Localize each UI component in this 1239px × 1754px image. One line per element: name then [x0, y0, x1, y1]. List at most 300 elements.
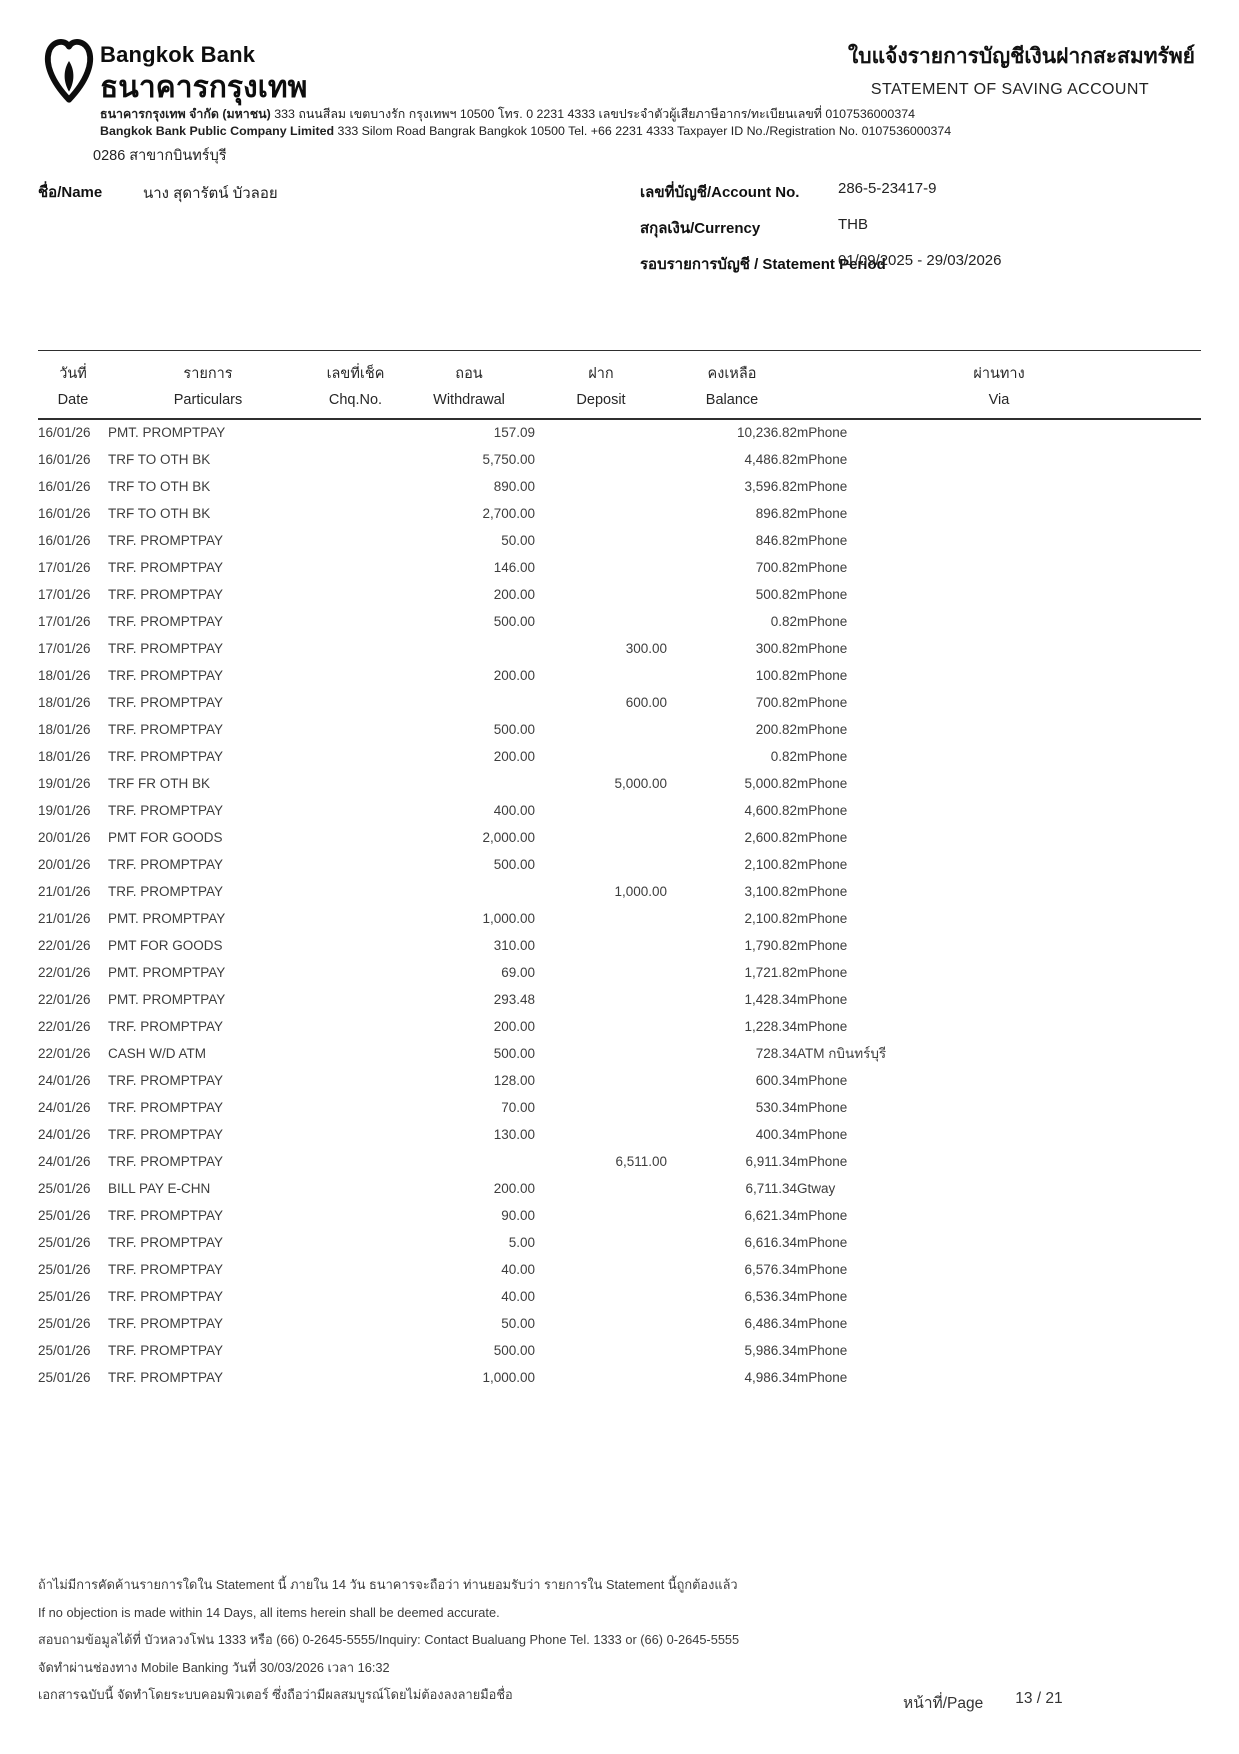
- cell-deposit: [535, 1230, 667, 1257]
- cell-withdrawal: 500.00: [493, 614, 535, 629]
- cell-withdrawal: 2,000.00: [482, 830, 535, 845]
- col-header-en-withdrawal: Withdrawal: [403, 387, 535, 419]
- cell-withdrawal: 130.00: [493, 1127, 535, 1142]
- cell-deposit: [535, 798, 667, 825]
- transaction-row: [38, 501, 1201, 528]
- transaction-row: [38, 663, 1201, 690]
- cell-particulars: TRF. PROMPTPAY: [108, 1316, 224, 1331]
- transaction-row: [38, 1149, 1201, 1176]
- cell-deposit: [535, 825, 667, 852]
- cell-deposit: [535, 1122, 667, 1149]
- cell-date: 18/01/26: [38, 668, 91, 683]
- cell-date: 24/01/26: [38, 1154, 91, 1169]
- cell-date: 16/01/26: [38, 479, 91, 494]
- cell-chq-no: [308, 582, 403, 609]
- cell-via: mPhone: [797, 641, 848, 656]
- bank-address-th-rest: 333 ถนนสีลม เขตบางรัก กรุงเทพฯ 10500 โทร. 0 2231 4333 เลขประจำตัวผู้เสียภาษีอากร/ทะเบียนเลขที่ 0107536000374: [274, 107, 915, 121]
- brand-name-th: ธนาคารกรุงเทพ: [100, 71, 308, 104]
- cell-date: 18/01/26: [38, 722, 91, 737]
- cell-particulars: PMT. PROMPTPAY: [108, 911, 226, 926]
- cell-chq-no: [308, 960, 403, 987]
- cell-particulars: TRF. PROMPTPAY: [108, 1127, 224, 1142]
- cell-deposit: [535, 582, 667, 609]
- cell-particulars: TRF. PROMPTPAY: [108, 1208, 224, 1223]
- cell-withdrawal: 293.48: [493, 992, 535, 1007]
- cell-balance: 6,621.34: [744, 1208, 797, 1223]
- cell-withdrawal: [403, 690, 535, 717]
- cell-withdrawal: 890.00: [493, 479, 535, 494]
- cell-via: mPhone: [797, 1370, 848, 1385]
- cell-chq-no: [308, 798, 403, 825]
- cell-balance: 530.34: [755, 1100, 797, 1115]
- cell-chq-no: [308, 1041, 403, 1068]
- cell-balance: 2,600.82: [744, 830, 797, 845]
- transaction-row: [38, 933, 1201, 960]
- cell-date: 21/01/26: [38, 884, 91, 899]
- cell-chq-no: [308, 717, 403, 744]
- cell-balance: 0.82: [770, 749, 797, 764]
- cell-date: 16/01/26: [38, 533, 91, 548]
- cell-deposit: [535, 501, 667, 528]
- cell-chq-no: [308, 690, 403, 717]
- cell-deposit: [535, 474, 667, 501]
- cell-date: 17/01/26: [38, 614, 91, 629]
- cell-particulars: TRF. PROMPTPAY: [108, 1343, 224, 1358]
- cell-particulars: TRF FR OTH BK: [108, 776, 210, 791]
- cell-via: mPhone: [797, 857, 848, 872]
- transaction-row: [38, 1176, 1201, 1203]
- cell-deposit: [535, 1365, 667, 1392]
- col-header-th-via: ผ่านทาง: [973, 366, 1025, 382]
- cell-via: mPhone: [797, 722, 848, 737]
- bank-legal-name-th: ธนาคารกรุงเทพ จำกัด (มหาชน): [100, 107, 271, 121]
- cell-balance: 700.82: [755, 560, 797, 575]
- bank-address-en: [100, 123, 951, 140]
- cell-balance: 4,986.34: [744, 1370, 797, 1385]
- cell-withdrawal: 90.00: [501, 1208, 535, 1223]
- cell-chq-no: [308, 419, 403, 447]
- cell-chq-no: [308, 501, 403, 528]
- cell-chq-no: [308, 1311, 403, 1338]
- cell-balance: 6,911.34: [745, 1154, 797, 1169]
- cell-withdrawal: 1,000.00: [482, 911, 535, 926]
- cell-deposit: 1,000.00: [614, 884, 667, 899]
- brand-name-en: Bangkok Bank: [100, 42, 256, 67]
- cell-date: 17/01/26: [38, 641, 91, 656]
- cell-withdrawal: 40.00: [501, 1289, 535, 1304]
- cell-date: 22/01/26: [38, 992, 91, 1007]
- cell-balance: 2,100.82: [744, 857, 797, 872]
- cell-balance: 2,100.82: [744, 911, 797, 926]
- cell-chq-no: [308, 528, 403, 555]
- cell-balance: 1,721.82: [744, 965, 797, 980]
- footer-objection-th: ถ้าไม่มีการคัดค้านรายการใดใน Statement นี้ ภายใน 14 วัน ธนาคารจะถือว่า ท่านยอมรับว่า รายการใน Statement นี้ถูกต้องแล้ว: [38, 1577, 738, 1592]
- cell-chq-no: [308, 1257, 403, 1284]
- cell-date: 25/01/26: [38, 1289, 91, 1304]
- cell-date: 22/01/26: [38, 965, 91, 980]
- cell-via: mPhone: [797, 1262, 848, 1277]
- cell-via: mPhone: [797, 587, 848, 602]
- cell-date: 18/01/26: [38, 749, 91, 764]
- statement-period-label: รอบรายการบัญชี / Statement Period: [640, 256, 886, 273]
- cell-withdrawal: 500.00: [493, 1046, 535, 1061]
- cell-via: mPhone: [797, 533, 848, 548]
- cell-date: 21/01/26: [38, 911, 91, 926]
- cell-balance: 3,596.82: [744, 479, 797, 494]
- cell-deposit: 600.00: [625, 695, 667, 710]
- cell-via: mPhone: [797, 938, 848, 953]
- cell-via: mPhone: [797, 1073, 848, 1088]
- cell-date: 17/01/26: [38, 587, 91, 602]
- cell-balance: 1,790.82: [744, 938, 797, 953]
- cell-withdrawal: 310.00: [493, 938, 535, 953]
- cell-withdrawal: 200.00: [493, 668, 535, 683]
- cell-withdrawal: 50.00: [501, 1316, 535, 1331]
- transaction-row: [38, 1203, 1201, 1230]
- cell-withdrawal: 70.00: [501, 1100, 535, 1115]
- transaction-row: [38, 690, 1201, 717]
- cell-particulars: TRF. PROMPTPAY: [108, 1370, 224, 1385]
- cell-particulars: TRF. PROMPTPAY: [108, 560, 224, 575]
- cell-particulars: TRF. PROMPTPAY: [108, 1235, 224, 1250]
- cell-via: mPhone: [797, 668, 848, 683]
- cell-date: 22/01/26: [38, 1019, 91, 1034]
- cell-via: mPhone: [797, 1289, 848, 1304]
- cell-balance: 700.82: [755, 695, 797, 710]
- cell-particulars: TRF TO OTH BK: [108, 506, 211, 521]
- transaction-row: [38, 1338, 1201, 1365]
- cell-particulars: TRF. PROMPTPAY: [108, 614, 224, 629]
- cell-particulars: TRF. PROMPTPAY: [108, 533, 224, 548]
- cell-date: 25/01/26: [38, 1208, 91, 1223]
- cell-particulars: TRF. PROMPTPAY: [108, 1154, 224, 1169]
- cell-via: mPhone: [797, 1127, 848, 1142]
- transaction-row: [38, 474, 1201, 501]
- cell-balance: 3,100.82: [744, 884, 797, 899]
- cell-via: mPhone: [797, 614, 848, 629]
- cell-date: 18/01/26: [38, 695, 91, 710]
- cell-via: mPhone: [797, 695, 848, 710]
- cell-particulars: PMT. PROMPTPAY: [108, 992, 226, 1007]
- cell-chq-no: [308, 636, 403, 663]
- cell-withdrawal: 500.00: [493, 722, 535, 737]
- table-head-th: [38, 351, 1201, 388]
- cell-chq-no: [308, 879, 403, 906]
- cell-balance: 4,600.82: [744, 803, 797, 818]
- transaction-row: [38, 1014, 1201, 1041]
- col-header-en-deposit: Deposit: [535, 387, 667, 419]
- transaction-row: [38, 555, 1201, 582]
- cell-balance: 6,616.34: [744, 1235, 797, 1250]
- cell-deposit: [535, 1338, 667, 1365]
- bank-address: [100, 106, 951, 139]
- document-title-en: STATEMENT OF SAVING ACCOUNT: [870, 81, 1149, 98]
- cell-deposit: [535, 663, 667, 690]
- cell-withdrawal: 40.00: [501, 1262, 535, 1277]
- col-header-en-balance: Balance: [667, 387, 797, 419]
- cell-chq-no: [308, 852, 403, 879]
- col-header-th-chq-no: เลขที่เช็ค: [326, 366, 385, 382]
- cell-chq-no: [308, 1230, 403, 1257]
- cell-deposit: [535, 987, 667, 1014]
- cell-balance: 600.34: [755, 1073, 797, 1088]
- cell-balance: 6,711.34: [745, 1181, 797, 1196]
- cell-chq-no: [308, 987, 403, 1014]
- cell-withdrawal: 146.00: [493, 560, 535, 575]
- cell-via: mPhone: [797, 749, 848, 764]
- footer-inquiry: สอบถามข้อมูลได้ที่ บัวหลวงโฟน 1333 หรือ (66) 0-2645-5555/Inquiry: Contact Bualuang Phone Tel. 1333 or (66) 0-2645-5555: [38, 1632, 740, 1647]
- transaction-row: [38, 1122, 1201, 1149]
- cell-deposit: [535, 1041, 667, 1068]
- cell-chq-no: [308, 933, 403, 960]
- transaction-row: [38, 825, 1201, 852]
- cell-balance: 100.82: [755, 668, 797, 683]
- transaction-row: [38, 419, 1201, 447]
- cell-chq-no: [308, 1365, 403, 1392]
- cell-particulars: TRF. PROMPTPAY: [108, 749, 224, 764]
- cell-date: 19/01/26: [38, 776, 91, 791]
- cell-balance: 300.82: [755, 641, 797, 656]
- page-number-label: หน้าที่/Page: [903, 1695, 984, 1712]
- cell-balance: 1,428.34: [744, 992, 797, 1007]
- transaction-row: [38, 1230, 1201, 1257]
- bank-address-en-rest: 333 Silom Road Bangrak Bangkok 10500 Tel. +66 2231 4333 Taxpayer ID No./Registration No. 0107536000374: [337, 123, 952, 138]
- currency-label: สกุลเงิน/Currency: [640, 220, 761, 237]
- transaction-row: [38, 582, 1201, 609]
- bank-address-th: [100, 106, 951, 123]
- cell-withdrawal: [403, 879, 535, 906]
- transaction-row: [38, 1284, 1201, 1311]
- transaction-row: [38, 1041, 1201, 1068]
- footer-generated-via: จัดทำผ่านช่องทาง Mobile Banking วันที่ 30/03/2026 เวลา 16:32: [38, 1659, 390, 1675]
- cell-withdrawal: 5,750.00: [482, 452, 535, 467]
- col-header-en-date: Date: [38, 387, 108, 419]
- cell-particulars: TRF TO OTH BK: [108, 479, 211, 494]
- cell-via: mPhone: [797, 1343, 848, 1358]
- cell-particulars: PMT. PROMPTPAY: [108, 425, 226, 440]
- cell-particulars: TRF. PROMPTPAY: [108, 722, 224, 737]
- cell-via: mPhone: [797, 1316, 848, 1331]
- cell-particulars: TRF. PROMPTPAY: [108, 857, 224, 872]
- cell-deposit: [535, 1176, 667, 1203]
- cell-deposit: [535, 555, 667, 582]
- cell-deposit: [535, 1284, 667, 1311]
- cell-date: 16/01/26: [38, 452, 91, 467]
- transaction-row: [38, 717, 1201, 744]
- cell-via: mPhone: [797, 776, 848, 791]
- cell-date: 19/01/26: [38, 803, 91, 818]
- cell-via: mPhone: [797, 560, 848, 575]
- cell-via: mPhone: [797, 1208, 848, 1223]
- cell-chq-no: [308, 744, 403, 771]
- account-no-label: เลขที่บัญชี/Account No.: [640, 184, 800, 201]
- cell-deposit: [535, 609, 667, 636]
- transaction-row: [38, 906, 1201, 933]
- transaction-row: [38, 960, 1201, 987]
- cell-balance: 6,576.34: [744, 1262, 797, 1277]
- cell-particulars: TRF. PROMPTPAY: [108, 803, 224, 818]
- transaction-row: [38, 1068, 1201, 1095]
- transaction-row: [38, 1365, 1201, 1392]
- cell-particulars: PMT. PROMPTPAY: [108, 965, 226, 980]
- cell-chq-no: [308, 1149, 403, 1176]
- col-header-en-particulars: Particulars: [108, 387, 308, 419]
- cell-date: 25/01/26: [38, 1235, 91, 1250]
- cell-date: 25/01/26: [38, 1262, 91, 1277]
- cell-deposit: [535, 528, 667, 555]
- cell-balance: 6,486.34: [744, 1316, 797, 1331]
- bank-legal-name-en: Bangkok Bank Public Company Limited: [100, 123, 335, 138]
- cell-date: 24/01/26: [38, 1073, 91, 1088]
- cell-balance: 896.82: [755, 506, 797, 521]
- cell-particulars: TRF. PROMPTPAY: [108, 641, 224, 656]
- cell-chq-no: [308, 1284, 403, 1311]
- cell-date: 24/01/26: [38, 1127, 91, 1142]
- cell-withdrawal: 157.09: [493, 425, 535, 440]
- cell-particulars: TRF. PROMPTPAY: [108, 695, 224, 710]
- cell-particulars: TRF TO OTH BK: [108, 452, 211, 467]
- cell-withdrawal: 500.00: [493, 857, 535, 872]
- branch-name: 0286 สาขากบินทร์บุรี: [93, 148, 227, 164]
- col-header-en-chq-no: Chq.No.: [308, 387, 403, 419]
- transaction-row: [38, 528, 1201, 555]
- cell-chq-no: [308, 1122, 403, 1149]
- cell-date: 25/01/26: [38, 1343, 91, 1358]
- cell-withdrawal: 200.00: [493, 1019, 535, 1034]
- cell-balance: 10,236.82: [736, 425, 797, 440]
- cell-via: mPhone: [797, 1154, 848, 1169]
- col-header-th-date: วันที่: [59, 366, 87, 382]
- cell-via: mPhone: [797, 506, 848, 521]
- transaction-row: [38, 879, 1201, 906]
- cell-balance: 0.82: [770, 614, 797, 629]
- transaction-row: [38, 636, 1201, 663]
- cell-particulars: PMT FOR GOODS: [108, 830, 223, 845]
- cell-deposit: [535, 1311, 667, 1338]
- cell-particulars: TRF. PROMPTPAY: [108, 1289, 224, 1304]
- cell-chq-no: [308, 1176, 403, 1203]
- account-holder-name: นาง สุดารัตน์ บัวลอย: [143, 185, 278, 202]
- cell-via: mPhone: [797, 803, 848, 818]
- cell-withdrawal: 500.00: [493, 1343, 535, 1358]
- cell-particulars: TRF. PROMPTPAY: [108, 587, 224, 602]
- cell-via: mPhone: [797, 830, 848, 845]
- cell-deposit: [535, 1014, 667, 1041]
- cell-withdrawal: [403, 636, 535, 663]
- footer-objection-en: If no objection is made within 14 Days, all items herein shall be deemed accurate.: [38, 1604, 500, 1620]
- cell-particulars: TRF. PROMPTPAY: [108, 1073, 224, 1088]
- cell-chq-no: [308, 474, 403, 501]
- transaction-row: [38, 798, 1201, 825]
- cell-via: mPhone: [797, 992, 848, 1007]
- cell-chq-no: [308, 1068, 403, 1095]
- cell-deposit: [535, 1257, 667, 1284]
- cell-deposit: [535, 1068, 667, 1095]
- document-title-th: ใบแจ้งรายการบัญชีเงินฝากสะสมทรัพย์: [848, 45, 1195, 68]
- table-head-en: [38, 387, 1201, 419]
- cell-deposit: [535, 933, 667, 960]
- cell-balance: 400.34: [755, 1127, 797, 1142]
- cell-deposit: [535, 1203, 667, 1230]
- cell-deposit: 6,511.00: [615, 1154, 667, 1169]
- cell-date: 22/01/26: [38, 938, 91, 953]
- cell-deposit: [535, 906, 667, 933]
- col-header-en-via: Via: [797, 387, 1201, 419]
- currency-value: THB: [838, 216, 868, 233]
- transaction-row: [38, 1257, 1201, 1284]
- cell-date: 16/01/26: [38, 425, 91, 440]
- cell-balance: 4,486.82: [744, 452, 797, 467]
- cell-balance: 500.82: [755, 587, 797, 602]
- cell-date: 25/01/26: [38, 1316, 91, 1331]
- cell-particulars: CASH W/D ATM: [108, 1046, 207, 1061]
- cell-withdrawal: 200.00: [493, 749, 535, 764]
- col-header-th-balance: คงเหลือ: [707, 366, 757, 382]
- cell-withdrawal: 1,000.00: [482, 1370, 535, 1385]
- cell-chq-no: [308, 825, 403, 852]
- transaction-row: [38, 447, 1201, 474]
- cell-via: mPhone: [797, 965, 848, 980]
- cell-balance: 846.82: [755, 533, 797, 548]
- cell-balance: 200.82: [755, 722, 797, 737]
- col-header-th-particulars: รายการ: [183, 366, 233, 382]
- cell-chq-no: [308, 1338, 403, 1365]
- cell-chq-no: [308, 1014, 403, 1041]
- transaction-row: [38, 771, 1201, 798]
- cell-chq-no: [308, 1095, 403, 1122]
- transaction-row: [38, 987, 1201, 1014]
- cell-via: mPhone: [797, 479, 848, 494]
- cell-balance: 5,986.34: [744, 1343, 797, 1358]
- transaction-row: [38, 1311, 1201, 1338]
- cell-withdrawal: 128.00: [493, 1073, 535, 1088]
- cell-deposit: [535, 1095, 667, 1122]
- cell-date: 20/01/26: [38, 857, 91, 872]
- cell-via: mPhone: [797, 884, 848, 899]
- page-footer: [38, 1578, 739, 1716]
- transaction-row: [38, 744, 1201, 771]
- cell-particulars: TRF. PROMPTPAY: [108, 1262, 224, 1277]
- cell-deposit: [535, 447, 667, 474]
- cell-date: 25/01/26: [38, 1370, 91, 1385]
- cell-particulars: TRF. PROMPTPAY: [108, 884, 224, 899]
- cell-via: Gtway: [797, 1181, 836, 1196]
- cell-deposit: 300.00: [625, 641, 667, 656]
- cell-particulars: BILL PAY E-CHN: [108, 1181, 211, 1196]
- cell-date: 20/01/26: [38, 830, 91, 845]
- cell-date: 25/01/26: [38, 1181, 91, 1196]
- cell-balance: 5,000.82: [744, 776, 797, 791]
- cell-particulars: PMT FOR GOODS: [108, 938, 223, 953]
- cell-withdrawal: 200.00: [493, 1181, 535, 1196]
- cell-particulars: TRF. PROMPTPAY: [108, 1019, 224, 1034]
- name-label: ชื่อ/Name: [38, 184, 103, 201]
- cell-deposit: 5,000.00: [614, 776, 667, 791]
- cell-via: mPhone: [797, 1100, 848, 1115]
- cell-via: mPhone: [797, 425, 848, 440]
- cell-withdrawal: 200.00: [493, 587, 535, 602]
- col-header-th-withdrawal: ถอน: [455, 366, 483, 382]
- statement-period-value: 01/09/2025 - 29/03/2026: [838, 252, 1002, 269]
- transaction-row: [38, 1095, 1201, 1122]
- cell-balance: 6,536.34: [744, 1289, 797, 1304]
- transaction-row: [38, 609, 1201, 636]
- col-header-th-deposit: ฝาก: [588, 366, 614, 382]
- cell-deposit: [535, 852, 667, 879]
- cell-balance: 728.34: [755, 1046, 797, 1061]
- cell-particulars: TRF. PROMPTPAY: [108, 1100, 224, 1115]
- cell-deposit: [535, 744, 667, 771]
